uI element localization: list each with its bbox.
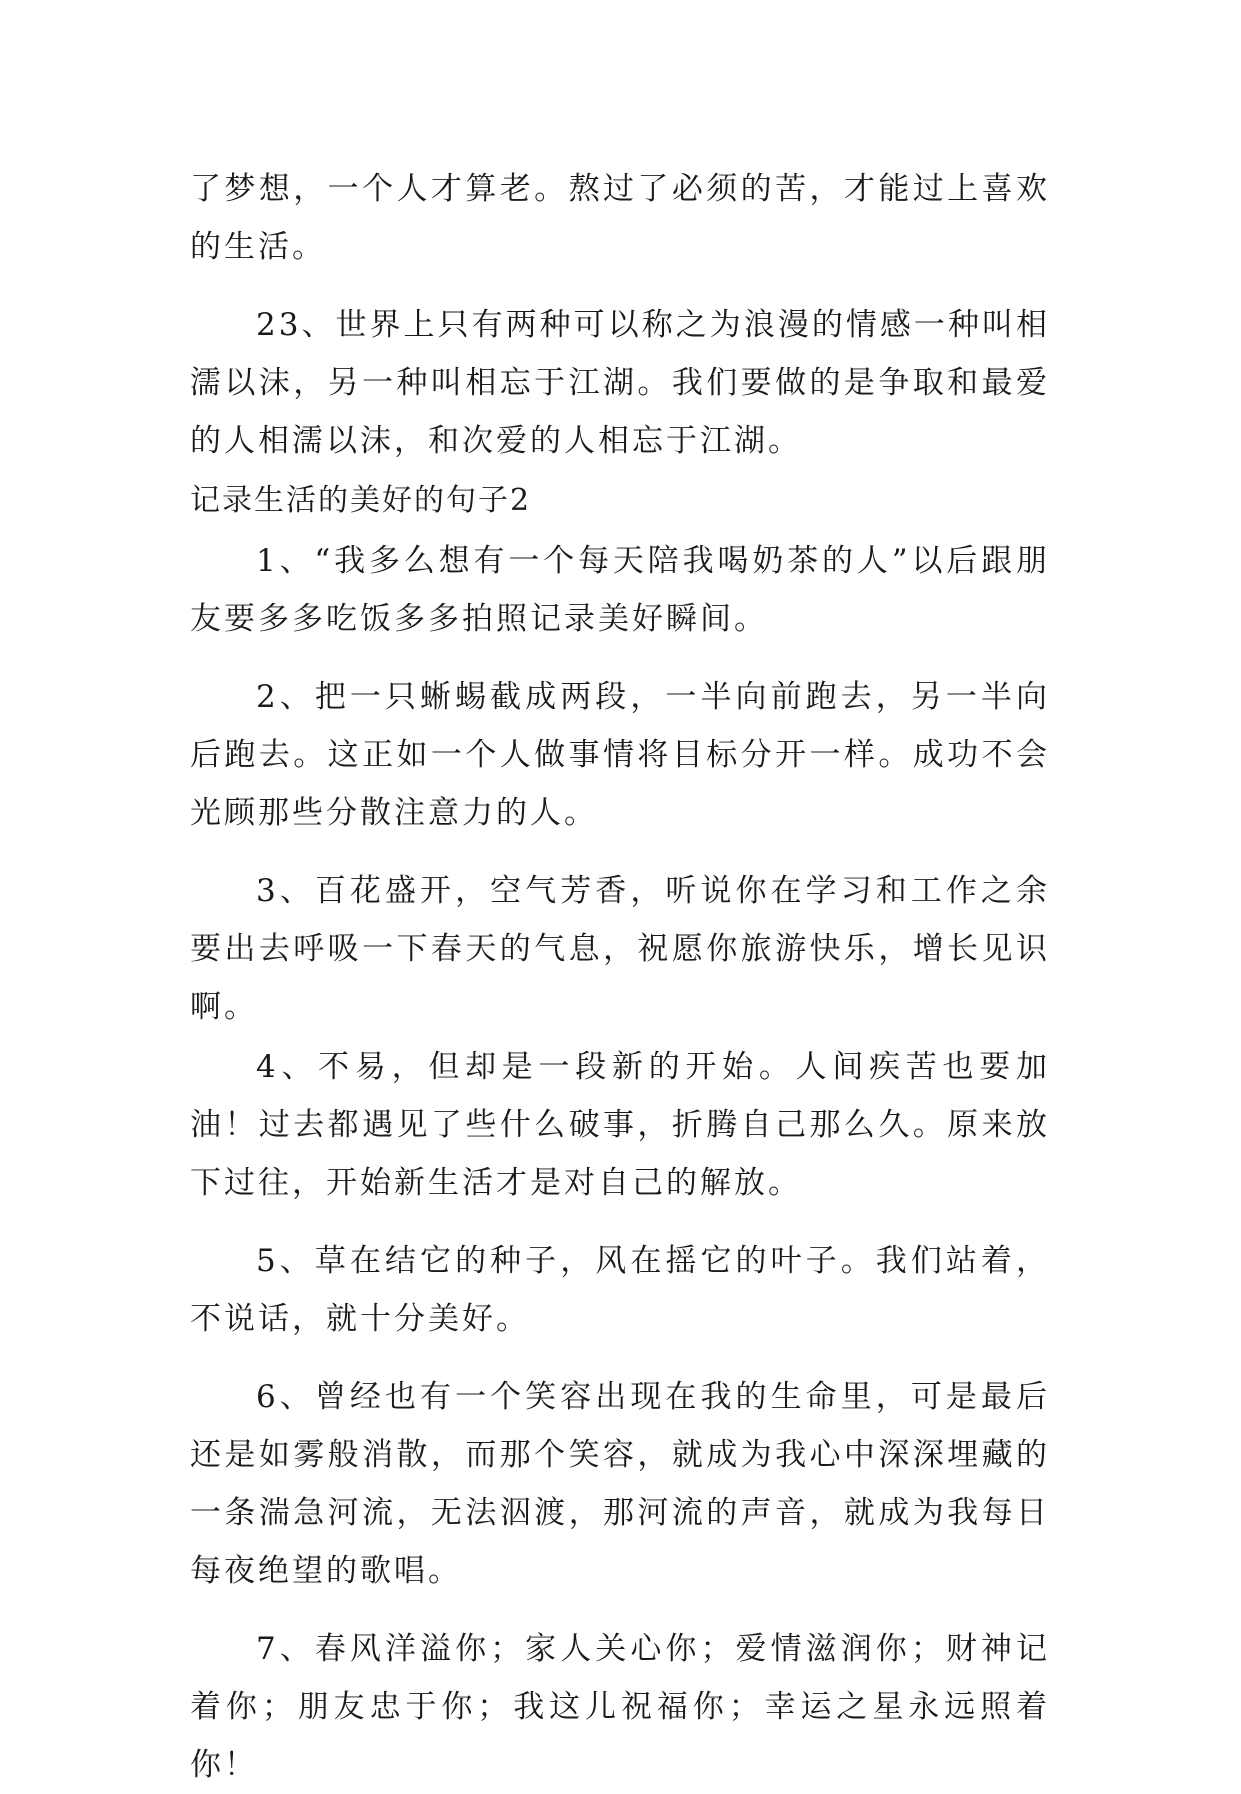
list-item-5: 5、草在结它的种子，风在摇它的叶子。我们站着，不说话，就十分美好。 [190, 1243, 1050, 1337]
list-item-1: 1、“我多么想有一个每天陪我喝奶茶的人”以后跟朋友要多多吃饭多多拍照记录美好瞬间。 [190, 543, 1050, 637]
section-heading: 记录生活的美好的句子2 [190, 483, 532, 518]
paragraph-23: 23、世界上只有两种可以称之为浪漫的情感一种叫相濡以沫，另一种叫相忘于江湖。我们要做的是争取和最爱的人相濡以沫，和次爱的人相忘于江湖。 [190, 307, 1050, 459]
document-body [190, 160, 1050, 1794]
list-item-6: 6、曾经也有一个笑容出现在我的生命里，可是最后还是如雾般消散，而那个笑容，就成为我心中深深埋藏的一条湍急河流，无法泅渡，那河流的声音，就成为我每日每夜绝望的歌唱。 [190, 1379, 1050, 1589]
paragraph-continuation: 了梦想，一个人才算老。熬过了必须的苦，才能过上喜欢的生活。 [190, 171, 1050, 265]
list-item-4: 4、不易，但却是一段新的开始。人间疾苦也要加油！过去都遇见了些什么破事，折腾自己那么久。原来放下过往，开始新生活才是对自己的解放。 [190, 1049, 1050, 1201]
list-item-7: 7、春风洋溢你；家人关心你；爱情滋润你；财神记着你；朋友忠于你；我这儿祝福你；幸运之星永远照着你！ [190, 1631, 1050, 1783]
list-item-2: 2、把一只蜥蜴截成两段，一半向前跑去，另一半向后跑去。这正如一个人做事情将目标分开一样。成功不会光顾那些分散注意力的人。 [190, 679, 1050, 831]
list-item-3: 3、百花盛开，空气芳香，听说你在学习和工作之余要出去呼吸一下春天的气息，祝愿你旅游快乐，增长见识啊。 [190, 873, 1050, 1025]
